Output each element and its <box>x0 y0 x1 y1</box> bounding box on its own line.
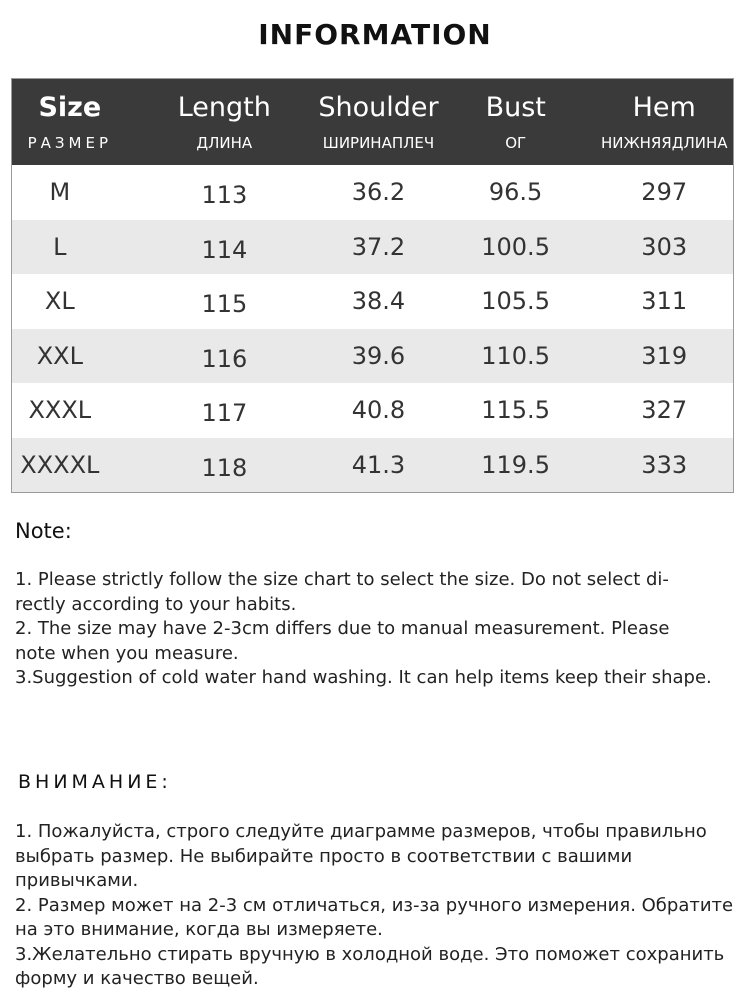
cell-length: 118 <box>201 453 248 482</box>
cell-shoulder: 38.4 <box>351 287 406 316</box>
cell-length: 117 <box>201 399 248 428</box>
header-shoulder-en: Shoulder <box>318 92 439 123</box>
cell-shoulder: 40.8 <box>351 396 406 425</box>
cell-size: M <box>49 178 71 207</box>
table-row <box>12 438 733 493</box>
cell-hem: 311 <box>641 287 688 316</box>
cell-bust: 96.5 <box>488 178 543 207</box>
cell-size: XXXXL <box>20 450 100 479</box>
notes-ru <box>15 820 735 992</box>
table-header <box>12 79 733 165</box>
cell-bust: 105.5 <box>481 287 550 316</box>
header-shoulder-ru: ШИРИНАПЛЕЧ <box>322 134 435 152</box>
cell-hem: 303 <box>641 232 688 261</box>
cell-shoulder: 37.2 <box>351 232 406 261</box>
cell-size: XL <box>44 287 75 316</box>
note-item: 3.Suggestion of cold water hand washing. It can help items keep their shape. <box>15 667 712 688</box>
note-item-ru: 1. Пожалуйста, строго следуйте диаграмме размеров, чтобы правильно выбрать размер. Не выбирайте просто в соответствии с вашими привычками. <box>15 821 707 891</box>
cell-shoulder: 39.6 <box>351 341 406 370</box>
cell-length: 113 <box>201 181 248 210</box>
note-item-ru: 3.Желательно стирать вручную в холодной воде. Это поможет сохранить форму и качество вещей. <box>15 943 725 989</box>
size-chart-table <box>11 78 734 493</box>
cell-size: L <box>53 232 67 261</box>
table-row <box>12 383 733 438</box>
cell-hem: 319 <box>641 341 688 370</box>
header-shoulder <box>318 79 439 165</box>
cell-length: 114 <box>201 235 248 264</box>
header-hem-en: Hem <box>632 92 696 123</box>
header-bust-en: Bust <box>485 92 546 123</box>
header-length <box>128 79 321 165</box>
note-item-ru: 2. Размер может на 2-3 см отличаться, из-за ручного измерения. Обратите на это внимание, когда вы измеряете. <box>15 894 734 940</box>
note-item: 2. The size may have 2-3cm differs due to manual measurement. Please note when you measure. <box>15 618 670 664</box>
header-hem <box>595 79 733 165</box>
table-row <box>12 274 733 329</box>
cell-size: XXXL <box>28 396 92 425</box>
header-hem-ru: НИЖНЯЯДЛИНА <box>600 134 728 152</box>
cell-bust: 119.5 <box>481 450 550 479</box>
cell-hem: 327 <box>641 396 688 425</box>
header-bust <box>436 79 595 165</box>
cell-shoulder: 36.2 <box>351 178 406 207</box>
table-row <box>12 220 733 275</box>
cell-length: 116 <box>201 344 248 373</box>
header-length-ru: ДЛИНА <box>196 134 253 152</box>
cell-bust: 115.5 <box>481 396 550 425</box>
header-length-en: Length <box>177 92 271 123</box>
ru-note-heading: ВНИМАНИЕ: <box>18 771 172 793</box>
cell-hem: 297 <box>641 178 688 207</box>
header-size-en: Size <box>38 92 102 123</box>
note-item: 1. Please strictly follow the size chart to select the size. Do not select di-rectly according to your habits. <box>15 569 669 615</box>
header-size-ru: РАЗМЕР <box>27 134 112 152</box>
cell-size: XXL <box>36 341 83 370</box>
table-row <box>12 329 733 384</box>
cell-bust: 110.5 <box>481 341 550 370</box>
header-size <box>12 79 128 165</box>
page-title: INFORMATION <box>258 18 492 51</box>
cell-hem: 333 <box>641 450 688 479</box>
cell-bust: 100.5 <box>481 232 550 261</box>
notes-en <box>15 568 715 691</box>
cell-length: 115 <box>201 290 248 319</box>
note-heading: Note: <box>15 519 72 543</box>
header-bust-ru: ОГ <box>505 134 527 152</box>
cell-shoulder: 41.3 <box>351 450 406 479</box>
table-row <box>12 165 733 220</box>
